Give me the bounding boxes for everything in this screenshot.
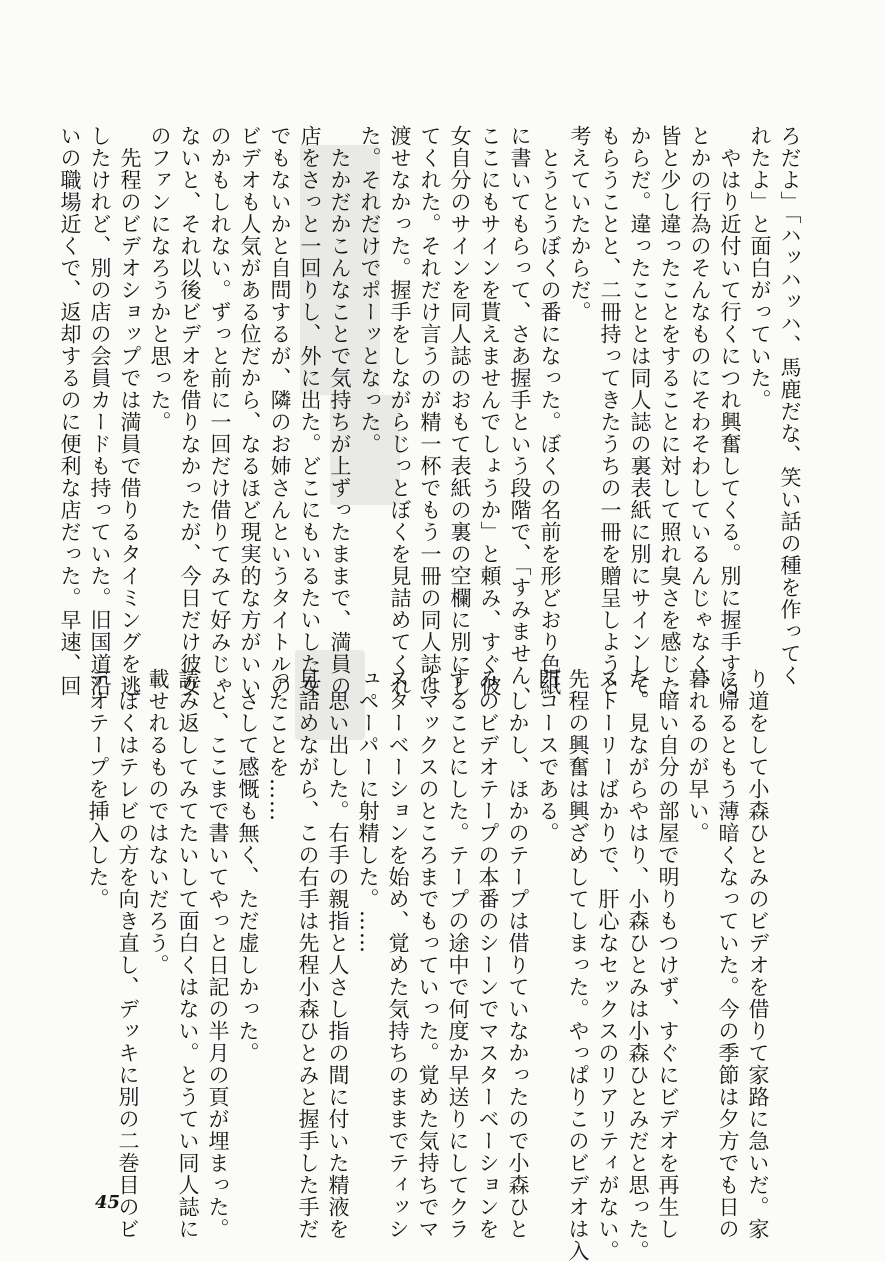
text-line: 門コースである。 <box>536 668 560 844</box>
text-line: いの職場近くで、返却するのに便利な店だった。早速、回 <box>58 125 82 697</box>
page-number: 45 <box>95 1192 121 1213</box>
text-line: 思い出した。右手の親指と人さし指の間に付いた精液を <box>326 668 350 1240</box>
text-line: ビデオも人気がある位だから、なるほど現実的な方がいい <box>238 125 262 697</box>
text-line: 読み返してみてたいして面白くはない。とうてい同人誌に <box>176 668 200 1240</box>
text-line: と、ここまで書いてやっと日記の半月の頁が埋まった。 <box>206 668 230 1240</box>
text-line: したけれど、別の店の会員カードも持っていた。旧国道沿 <box>88 125 112 697</box>
text-line: のファンになろうかと思った。 <box>148 125 172 433</box>
text-line: 店をさっと一回りし、外に出た。どこにもいるたいした女 <box>298 125 322 697</box>
text-line: スターベーションを始め、覚めた気持ちのままでティッシ <box>386 668 410 1240</box>
text-line: 暮れるのが早い。 <box>686 668 710 844</box>
top-text-column <box>55 125 805 709</box>
text-line: ろだよ」「ハッハッハ、馬鹿だな、笑い話の種を作ってく <box>778 125 802 687</box>
text-line: デオテープを挿入した。 <box>86 668 110 910</box>
text-line: ないと、それ以後ビデオを借りなかったが、今日だけ彼女 <box>178 125 202 697</box>
text-line: しかし、ほかのテープは借りていなかったので小森ひと <box>506 668 530 1240</box>
text-line: ュペーパーに射精した。…… <box>356 668 380 954</box>
text-line: ぼくはテレビの方を向き直し、デッキに別の二巻目のビ <box>116 668 140 1240</box>
text-line: 先程の興奮は興ざめしてしまった。やっぱりこのビデオは入 <box>566 668 590 1262</box>
text-line: ストーリーばかりで、肝心なセックスのリアリティがない。 <box>596 668 620 1262</box>
text-line: 渡せなかった。握手をしながらじっとぼくを見詰めてくれ <box>388 125 412 697</box>
text-line: に書いてもらって、さあ握手という段階で、「すみません、 <box>508 125 532 709</box>
text-line: た。見ながらやはり、小森ひとみは小森ひとみだと思った。 <box>626 668 650 1262</box>
text-line: からだ。違ったこととは同人誌の裏表紙に別にサインして <box>628 125 652 697</box>
text-line: 先程のビデオショップでは満員で借りるタイミングを逃 <box>118 125 142 697</box>
text-line: のかもしれない。ずっと前に一回だけ借りてみて好みじゃ <box>208 125 232 697</box>
text-line: 載せれるものではないだろう。 <box>146 668 170 976</box>
text-line: やはり近付いて行くにつれ興奮してくる。別に握手する <box>718 125 742 697</box>
text-line: とうとうぼくの番になった。ぼくの名前を形どおり色紙 <box>538 125 562 697</box>
text-line: もらうことと、二冊持ってきたうちの一冊を贈呈しようと <box>598 125 622 697</box>
text-line: 暗い自分の部屋で明りもつけず、すぐにビデオを再生し <box>656 668 680 1240</box>
text-line: た。それだけでポーッとなった。 <box>358 125 382 455</box>
text-line: イマックスのところまでもっていった。覚めた気持ちでマ <box>416 668 440 1240</box>
text-line: たかだかこんなことで気持ちが上ずったままで、満員の <box>328 125 352 697</box>
text-line: 皆と少し違ったことをすることに対して照れ臭さを感じた <box>658 125 682 697</box>
text-line: に帰るともう薄暗くなっていた。今の季節は夕方でも日の <box>716 668 740 1240</box>
text-line: 女自分のサインを同人誌のおもて表紙の裏の空欄に別にし <box>448 125 472 697</box>
text-line: することにした。テープの途中で何度か早送りにしてクラ <box>446 668 470 1240</box>
text-line: ったことを…… <box>266 668 290 822</box>
text-line: でもないかと自問するが、隣のお姉さんというタイトルの <box>268 125 292 697</box>
text-line: さして感慨も無く、ただ虚しかった。 <box>236 668 260 1064</box>
text-line: ここにもサインを貰えませんでしょうか」と頼み、すぐ彼 <box>478 125 502 697</box>
text-line: てくれた。それだけ言うのが精一杯でもう一冊の同人誌は <box>418 125 442 697</box>
text-line: れたよ」と面白がっていた。 <box>748 125 772 411</box>
text-line: 見詰めながら、この右手は先程小森ひとみと握手した手だ <box>296 668 320 1240</box>
text-line: 考えていたからだ。 <box>568 125 592 323</box>
text-line: り道をして小森ひとみのビデオを借りて家路に急いだ。家 <box>746 668 770 1240</box>
text-line: とかの行為のそんなものにそわそわしているんじゃなく、 <box>688 125 712 697</box>
text-line: みのビデオテープの本番のシーンでマスターベーションを <box>476 668 500 1240</box>
